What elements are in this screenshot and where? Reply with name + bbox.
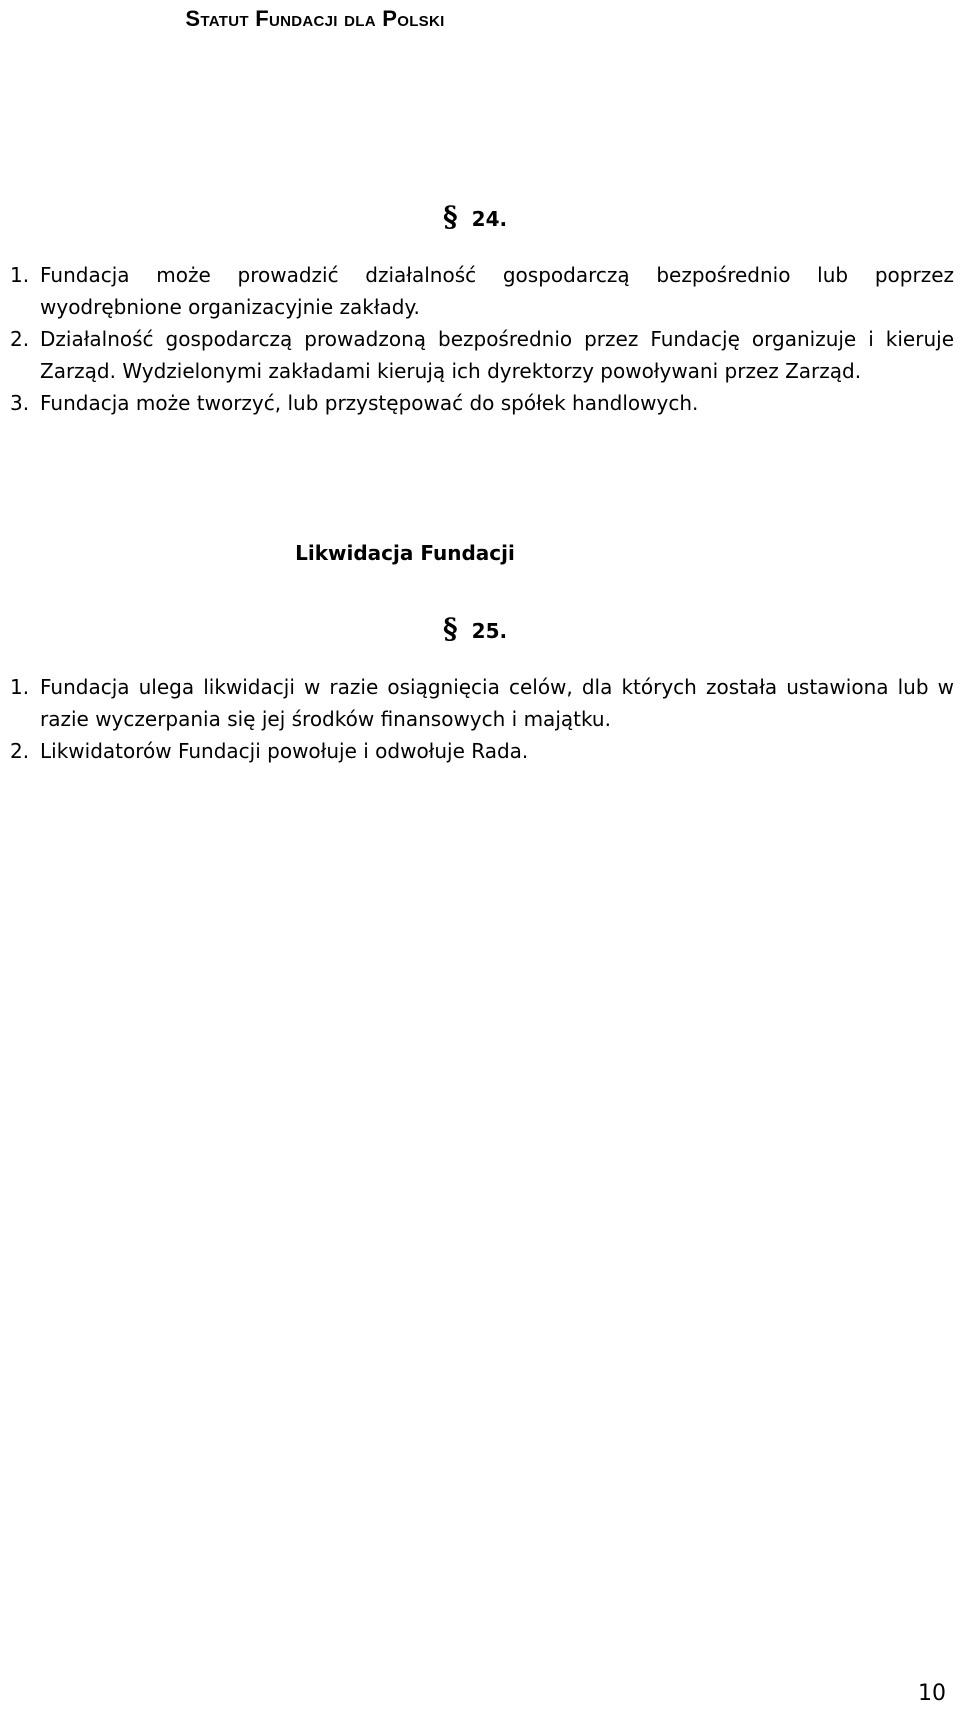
section-25-number	[443, 612, 507, 645]
section-25-label: 25.	[471, 619, 508, 643]
item-number: 1.	[10, 675, 30, 699]
item-number: 1.	[10, 263, 30, 287]
section-24-label: 24.	[471, 207, 508, 231]
page-number: 10	[918, 1681, 946, 1706]
item-text: Fundacja może tworzyć, lub przystępować do spółek handlowych.	[40, 391, 699, 415]
list-item	[10, 735, 954, 767]
list-item	[10, 671, 954, 735]
list-item	[10, 387, 954, 419]
item-number: 2.	[10, 739, 30, 763]
list-item	[10, 323, 954, 387]
item-number: 2.	[10, 327, 30, 351]
running-header: Statut Fundacji dla Polski	[185, 6, 445, 31]
chapter-heading: Likwidacja Fundacji	[295, 541, 515, 565]
list-item	[10, 259, 954, 323]
section-25-list	[10, 671, 954, 767]
item-text: Działalność gospodarczą prowadzoną bezpośrednio przez Fundację organizuje i kieruje Zarząd. Wydzielonymi zakładami kierują ich dyrektorzy powoływani przez Zarząd.	[40, 327, 954, 383]
item-text: Fundacja może prowadzić działalność gospodarczą bezpośrednio lub poprzez wyodrębnione organizacyjnie zakłady.	[40, 263, 954, 319]
item-text: Likwidatorów Fundacji powołuje i odwołuje Rada.	[40, 739, 529, 763]
section-24-number	[443, 200, 507, 233]
section-sign: §	[443, 612, 458, 645]
item-text: Fundacja ulega likwidacji w razie osiągnięcia celów, dla których została ustawiona lub w razie wyczerpania się jej środków finansowych i majątku.	[40, 675, 954, 731]
item-number: 3.	[10, 391, 30, 415]
section-sign: §	[443, 200, 458, 233]
section-24-list	[10, 259, 954, 419]
